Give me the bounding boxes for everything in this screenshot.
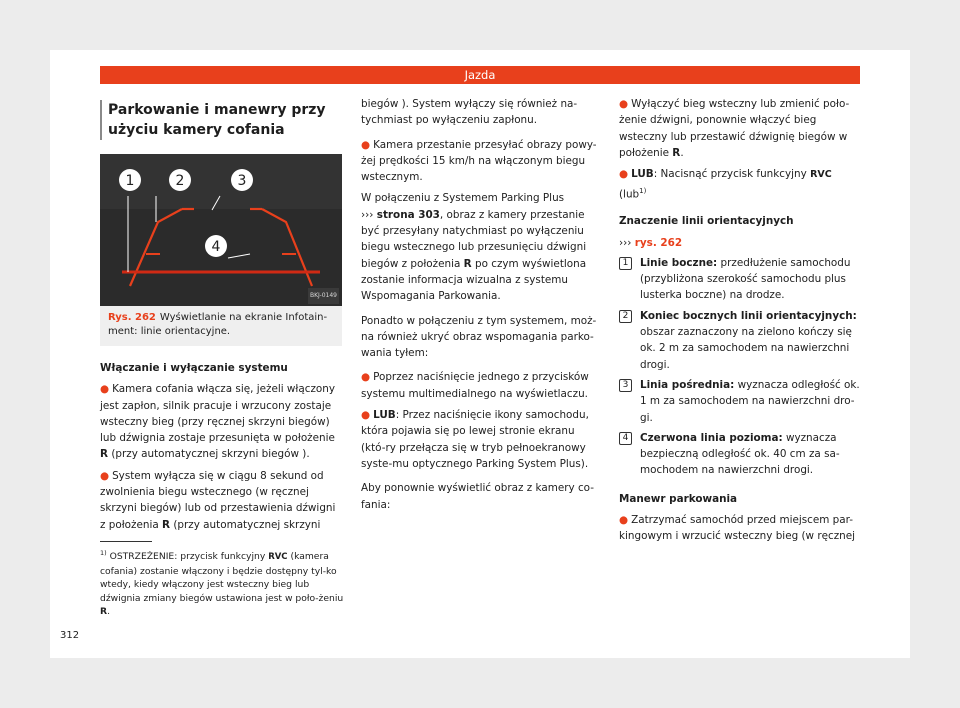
figure-code: BKJ-0149 (308, 288, 339, 304)
page-number: 312 (60, 630, 80, 641)
paragraph: Aby ponownie wyświetlić obraz z kamery co-fania: (361, 482, 594, 511)
bullet-dot-icon: ● (100, 383, 110, 396)
callout-3 (231, 169, 253, 191)
figure-caption (100, 306, 342, 346)
footnote-ref[interactable]: 1) (639, 187, 647, 196)
list-item: 1 Linie boczne: przedłużenie samochodu (przybliżona szerokość samochodu plus lusterka boczne) na drodze. (619, 255, 861, 304)
bullet-item: ● Kamera cofania włącza się, jeżeli włączony jest zapłon, silnik pracuje i wrzucony zostaje wsteczny bieg (przy ręcznej skrzyni biegów) lub dźwignia zostaje przesunięta w położenie R (przy automatycznej skrzyni biegów ). (100, 383, 336, 461)
bullet-item: ● Poprzez naciśnięcie jednego z przycisków systemu multimedialnego na wyświetlaczu. (361, 371, 589, 400)
figure-cross-reference[interactable]: ››› rys. 262 (619, 236, 683, 249)
paragraph: Ponadto w połączeniu z tym systemem, moż-na również ukryć obraz wspomagania parko-wania tyłem: (361, 314, 597, 360)
subhead-parking-maneuver: Manewr parkowania (619, 492, 738, 505)
bullet-dot-icon: ● (361, 371, 371, 384)
chapter-header: Jazda (100, 66, 860, 84)
list-item: 2 Koniec bocznych linii orientacyjnych: obszar zaznaczony na zielono kończy się ok. 2 m za samochodem na nawierzchni drogi. (619, 308, 861, 373)
svg-text:2: 2 (175, 173, 185, 189)
subhead-guide-lines: Znaczenie linii orientacyjnych (619, 215, 794, 228)
list-item: 4 Czerwona linia pozioma: wyznacza bezpieczną odległość ok. 40 cm za sa-mochodem na nawierzchni drogi. (619, 430, 861, 479)
bullet-dot-icon: ● (361, 409, 371, 422)
footnote-divider (100, 541, 152, 542)
item-number: 3 (619, 379, 632, 392)
bullet-item: ● LUB: Nacisnąć przycisk funkcyjny RVC (lub$^{1)}$ (619, 168, 832, 201)
callout-1 (119, 169, 141, 191)
rvc-key: RVC (268, 552, 288, 563)
bullet-dot-icon: ● (100, 469, 110, 482)
footnote: $^{1)}$ OSTRZEŻENIE: przycisk funkcyjny RVC (kamera cofania) zostanie włączony i będzie dostępny tyl-ko wtedy, kiedy włączony jest wsteczny bieg lub dźwignia zmiany biegów ustawiona jest w poło-żeniu R. (100, 549, 344, 618)
bullet-item: ● Wyłączyć bieg wsteczny lub zmienić poło-żenie dźwigni, ponownie włączyć bieg wsteczny lub przestawić dźwignię biegów w położenie R. (619, 98, 850, 159)
item-number: 2 (619, 310, 632, 323)
bullet-dot-icon: ● (361, 138, 371, 151)
rvc-key: RVC (810, 169, 832, 181)
paragraph: W połączeniu z Systemem Parking Plus ››› strona 303, obraz z kamery przestanie być przesyłany natychmiast po wyłączeniu biegu wstecznego lub przesunięciu dźwigni biegów z położenia R po czym wyświetlona zostanie informacja wizualna z systemu Wspomagania Parkowania. (361, 192, 587, 303)
svg-text:4: 4 (211, 239, 221, 255)
callout-4 (205, 235, 227, 257)
column-1 (100, 100, 342, 538)
page-cross-reference[interactable]: ››› strona 303 (361, 208, 440, 221)
callout-2 (169, 169, 191, 191)
bullet-item: ● Zatrzymać samochód przed miejscem par-kingowym i wrzucić wsteczny bieg (w ręcznej (619, 514, 856, 543)
svg-text:1: 1 (125, 173, 135, 189)
camera-guide-lines-illustration (100, 154, 342, 306)
item-number: 1 (619, 257, 632, 270)
bullet-item: ● System wyłącza się w ciągu 8 sekund od zwolnienia biegu wstecznego (w ręcznej skrzyni biegów) lub od przestawienia dźwigni z położenia R (przy automatycznej skrzyni (100, 469, 336, 531)
bullet-dot-icon: ● (619, 168, 629, 181)
figure-caption-ref: Rys. 262 (108, 312, 156, 323)
svg-text:3: 3 (237, 173, 247, 189)
section-title: Parkowanie i manewry przy użyciu kamery cofania (100, 100, 342, 140)
bullet-dot-icon: ● (619, 98, 629, 110)
camera-figure (100, 154, 342, 306)
column-3 (619, 96, 861, 550)
bullet-item: ● Kamera przestanie przesyłać obrazy powy-żej prędkości 15 km/h na włączonym biegu wstecznym. (361, 138, 597, 184)
item-number: 4 (619, 432, 632, 445)
subhead-on-off: Włączanie i wyłączanie systemu (100, 362, 288, 374)
bullet-item: ● LUB: Przez naciśnięcie ikony samochodu, która pojawia się po lewej stronie ekranu (któ-ry przełącza się w tryb pełnoekranowy syste-mu optycznego Parking System Plus). (361, 409, 589, 470)
paragraph: biegów ). System wyłączy się również na-tychmiast po wyłączeniu zapłonu. (361, 98, 578, 127)
bullet-dot-icon: ● (619, 514, 629, 526)
figure-caption-text: Wyświetlanie na ekranie Infotain-ment: linie orientacyjne. (108, 312, 328, 337)
column-2 (361, 96, 601, 521)
list-item: 3 Linia pośrednia: wyznacza odległość ok. 1 m za samochodem na nawierzchni dro-gi. (619, 377, 861, 426)
